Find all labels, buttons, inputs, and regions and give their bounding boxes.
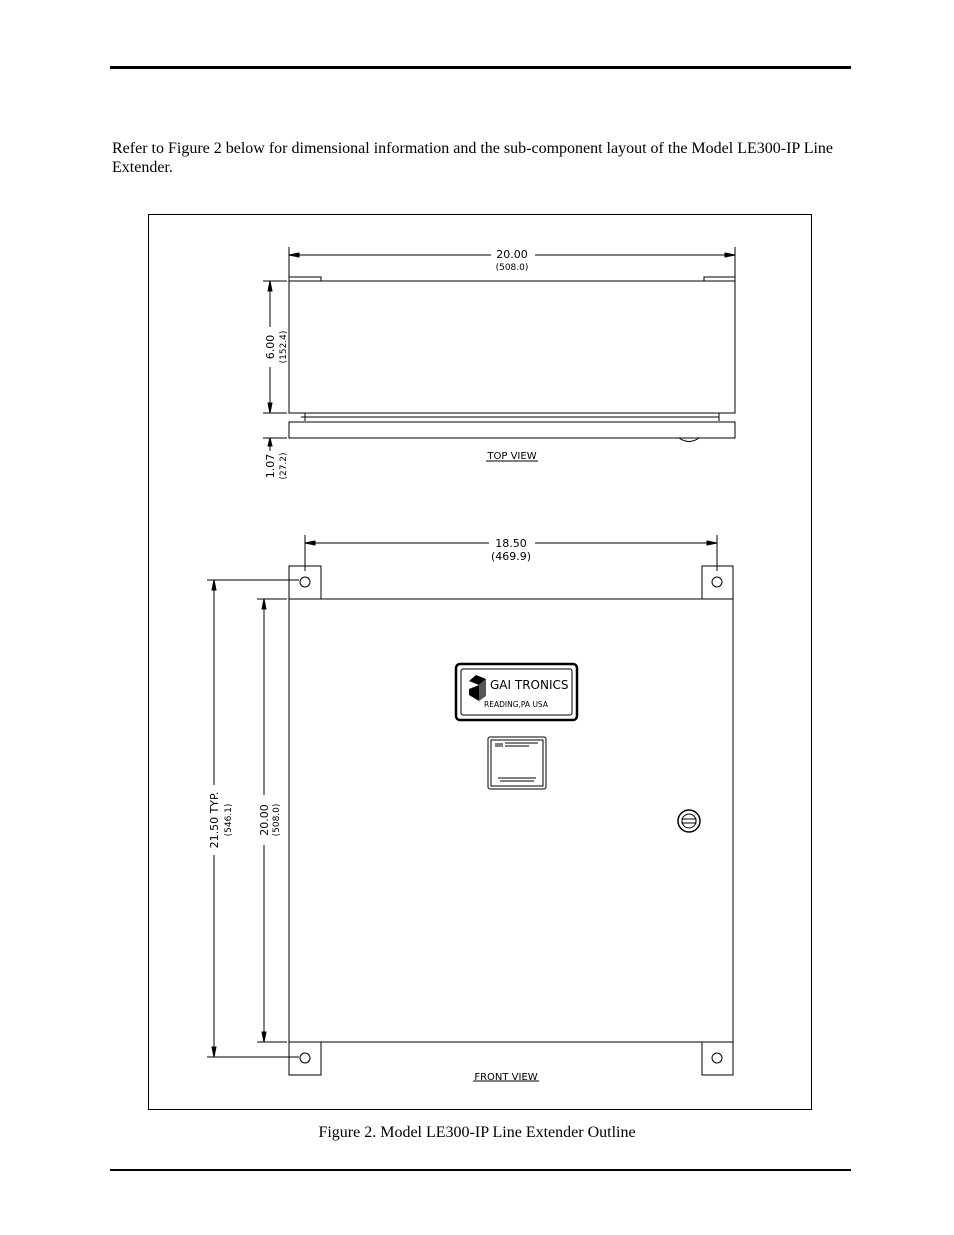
intro-paragraph: Refer to Figure 2 below for dimensional information and the sub-component layout of the Model LE300-IP Line Extender. — [112, 140, 834, 176]
logo-location: READING,PA USA — [484, 700, 548, 709]
front-body-height-dim-mm: (508.0) — [272, 803, 282, 837]
footer-rule — [110, 1169, 851, 1171]
logo-brand: GAI TRONICS — [490, 678, 569, 692]
top-depth-dim-mm: (152.4) — [279, 330, 289, 364]
front-overall-height-dim: 21.50 TYP. — [208, 791, 221, 849]
gai-tronics-logo-icon — [469, 675, 486, 701]
front-hole-spacing-dim-mm: (469.9) — [490, 550, 532, 563]
front-view — [207, 535, 733, 1081]
top-flange-dim: 1.07 — [264, 453, 277, 479]
top-view — [263, 247, 735, 461]
outline-drawing — [149, 215, 813, 1111]
top-flange-dim-mm: (27.2) — [279, 452, 289, 480]
header-rule — [110, 66, 851, 69]
figure-caption: Figure 2. Model LE300-IP Line Extender Outline — [318, 1124, 636, 1141]
figure-2-drawing — [148, 214, 812, 1110]
front-view-label: FRONT VIEW — [474, 1072, 538, 1083]
top-view-label: TOP VIEW — [487, 451, 537, 462]
front-hole-spacing-dim: 18.50 — [495, 537, 527, 550]
front-overall-height-dim-mm: (546.1) — [224, 803, 234, 837]
top-depth-dim: 6.00 — [264, 334, 277, 360]
top-width-dim-mm: (508.0) — [495, 263, 529, 273]
front-body-height-dim: 20.00 — [258, 804, 271, 836]
top-width-dim: 20.00 — [496, 248, 528, 261]
